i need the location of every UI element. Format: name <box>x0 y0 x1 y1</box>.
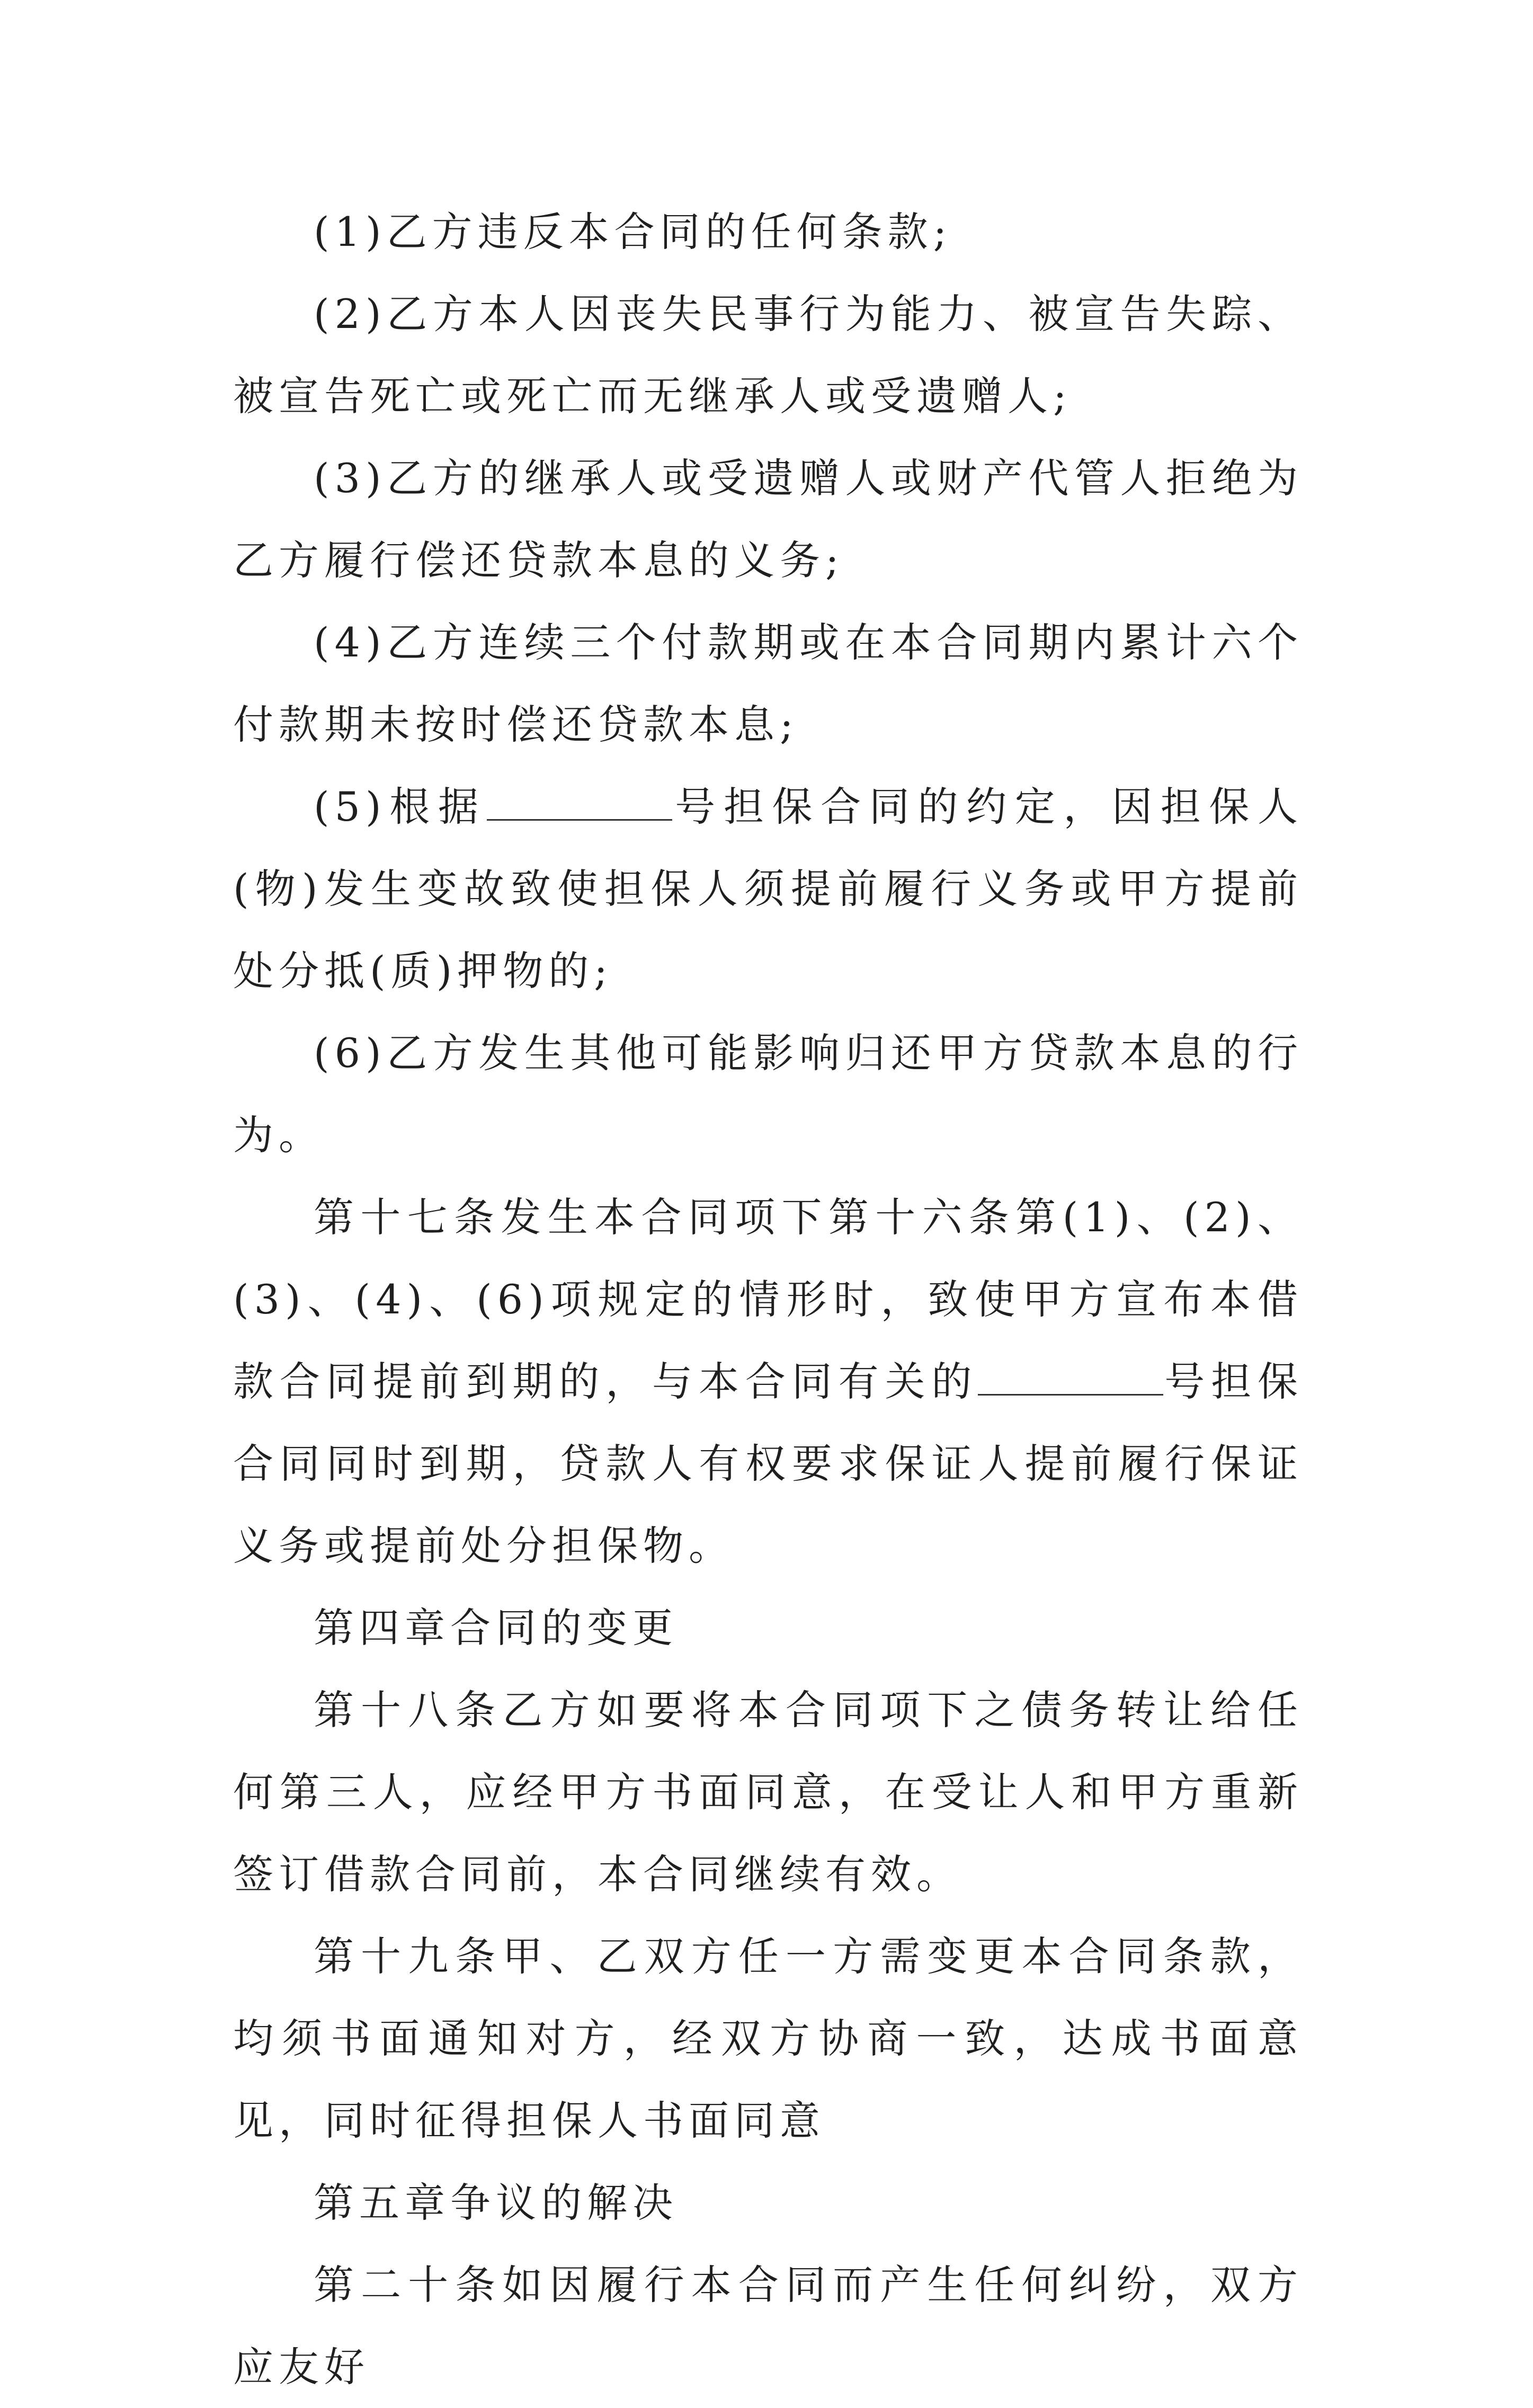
chapter-4-heading: 第四章合同的变更 <box>314 1604 678 1651</box>
article-19: 第十九条甲、乙双方任一方需变更本合同条款，均须书面通知对方，经双方协商一致，达成书面意见，同时征得担保人书面同意 <box>233 1933 1303 2144</box>
clause-item-2: (2)乙方本人因丧失民事行为能力、被宣告失踪、被宣告死亡或死亡而无继承人或受遗赠人; <box>233 290 1303 420</box>
clause-item-5-start: (5)根据 <box>314 783 487 830</box>
article-17-end: 号担保合同同时到期，贷款人有权要求保证人提前履行保证义务或提前处分担保物。 <box>233 1358 1304 1569</box>
article-17 <box>233 1176 1303 1587</box>
clause-item-3: (3)乙方的继承人或受遗赠人或财产代管人拒绝为乙方履行偿还贷款本息的义务; <box>233 455 1303 584</box>
clause-item-4: (4)乙方连续三个付款期或在本合同期内累计六个付款期未按时偿还贷款本息; <box>233 619 1303 748</box>
clause-item-5 <box>233 766 1303 1012</box>
article-20: 第二十条如因履行本合同而产生任何纠纷，双方应友好 <box>233 2261 1303 2391</box>
article-17-start: 第十七条发生本合同项下第十六条第(1)、(2)、(3)、(4)、(6)项规定的情形时，致使甲方宣布本借款合同提前到期的，与本合同有关的 <box>233 1194 1303 1405</box>
fill-in-blank <box>978 1362 1163 1396</box>
clause-item-1: (1)乙方违反本合同的任何条款; <box>314 208 952 255</box>
fill-in-blank <box>487 787 672 821</box>
clause-item-5-end: 号担保合同的约定，因担保人(物)发生变故致使担保人须提前履行义务或甲方提前处分抵(质)押物的; <box>233 783 1303 994</box>
article-18: 第十八条乙方如要将本合同项下之债务转让给任何第三人，应经甲方书面同意，在受让人和甲方重新签订借款合同前，本合同继续有效。 <box>233 1686 1303 1898</box>
chapter-5-heading: 第五章争议的解决 <box>314 2179 678 2226</box>
document-body <box>233 191 1303 2408</box>
clause-item-6: (6)乙方发生其他可能影响归还甲方贷款本息的行为。 <box>233 1029 1303 1159</box>
